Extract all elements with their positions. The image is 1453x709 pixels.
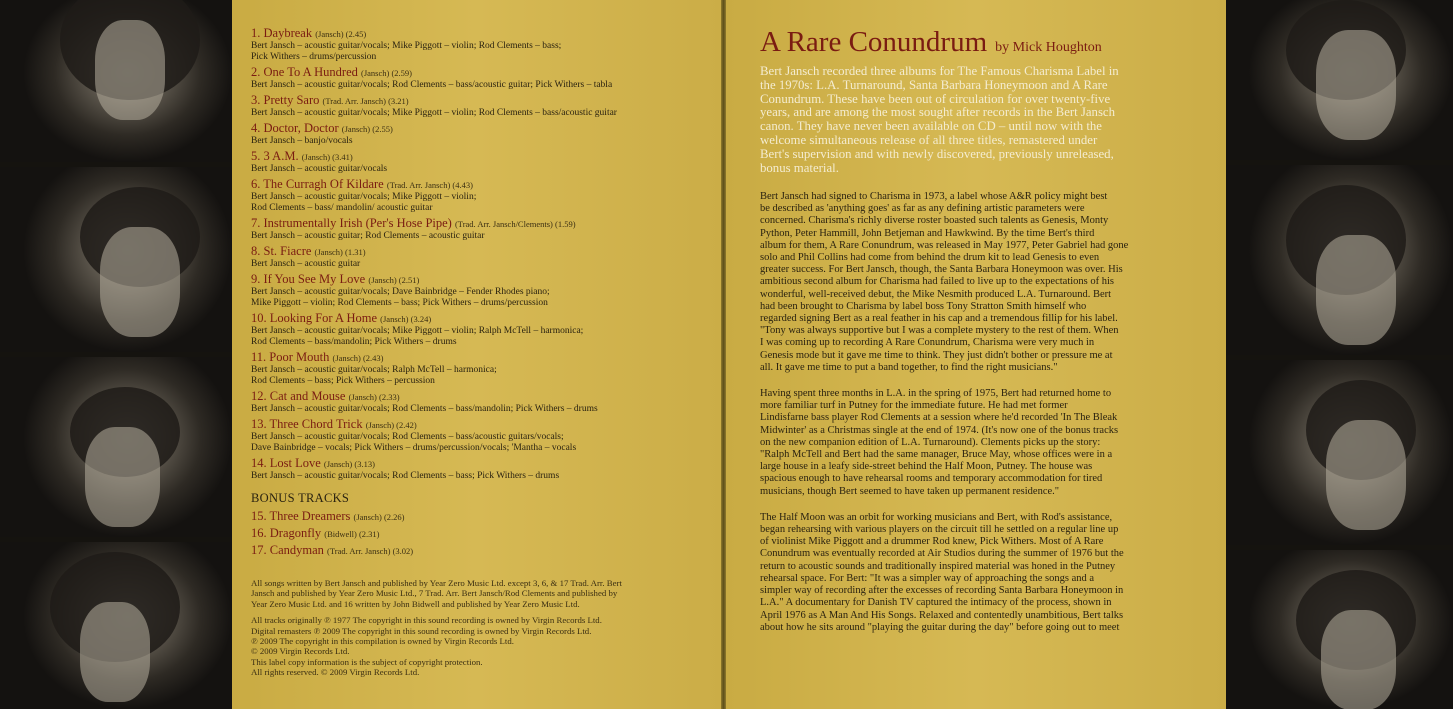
- track-title: Dragonfly: [269, 526, 322, 540]
- photo-portrait: [1226, 0, 1453, 160]
- track-item: [251, 93, 711, 119]
- track-item: [251, 417, 711, 454]
- track-credit: (Jansch) (3.24): [380, 314, 432, 324]
- track-heading: [251, 456, 711, 471]
- track-heading: [251, 543, 711, 558]
- track-number: 10.: [251, 311, 267, 325]
- track-credit: (Trad. Arr. Jansch) (3.21): [322, 96, 409, 106]
- track-heading: [251, 311, 711, 326]
- article-title: [760, 26, 1102, 59]
- track-heading: [251, 526, 711, 541]
- track-credit: (Trad. Arr. Jansch/Clements) (1.59): [454, 219, 576, 229]
- track-title: Instrumentally Irish (Per's Hose Pipe): [263, 216, 452, 230]
- track-title: 3 A.M.: [263, 149, 299, 163]
- article-paragraph: The Half Moon was an orbit for working musicians and Bert, with Rod's assistance, began rehearsing with various players on the circuit till he settled on a regular line up of violinist Mike Piggott and a drummer Rod knew, Pick Withers. Most of A Rare Conundrum was eventually recorded at Air Studios during the summer of 1976 but the return to acoustic sounds and traditionally inspired material was honed in the Putney rehearsal space. For Bert: "It was a simpler way of approaching the songs and a simpler way of recording after the excesses of recording Santa Barbara Honeymoon in L.A." A documentary for Danish TV captured the intimacy of the process, shown in April 1976 as A Man And His Songs. Relaxed and contentedly unambitious, Bert talks about how he sits around "playing the guitar during the day" before going out to meet: [760, 511, 1124, 633]
- track-number: 2.: [251, 65, 261, 79]
- track-personnel: Bert Jansch – acoustic guitar/vocals; Mike Piggott – violin; Rod Clements – bass; Pick Withers – drums/percussion: [251, 41, 562, 62]
- track-item: [251, 509, 711, 524]
- credits-notes: [251, 578, 706, 684]
- track-heading: [251, 509, 711, 524]
- track-heading: [251, 216, 711, 231]
- track-number: 15.: [251, 509, 267, 523]
- track-item: [251, 456, 711, 482]
- photo-portrait: [0, 357, 232, 537]
- photo-portrait: [1226, 165, 1453, 355]
- track-heading: [251, 244, 711, 259]
- track-number: 5.: [251, 149, 261, 163]
- track-credit: (Jansch) (1.31): [314, 247, 366, 257]
- track-personnel: Bert Jansch – acoustic guitar/vocals; Rod Clements – bass/acoustic guitars/vocals; Dave Bainbridge – vocals; Pick Withers – drums/percussion/vocals; 'Mantha – vocals: [251, 432, 577, 453]
- track-item: [251, 121, 711, 147]
- track-item: [251, 177, 711, 214]
- left-photo-strip: [0, 0, 232, 709]
- track-item: [251, 244, 711, 270]
- track-personnel: Bert Jansch – acoustic guitar/vocals; Mike Piggott – violin; Rod Clements – bass/ mandolin/ acoustic guitar: [251, 192, 477, 213]
- track-number: 9.: [251, 272, 261, 286]
- track-item: [251, 272, 711, 309]
- track-number: 1.: [251, 26, 261, 40]
- track-credit: (Jansch) (2.42): [365, 420, 417, 430]
- track-number: 16.: [251, 526, 267, 540]
- photo-portrait: [0, 167, 232, 352]
- track-title: If You See My Love: [263, 272, 366, 286]
- track-heading: [251, 417, 711, 432]
- track-title: Doctor, Doctor: [263, 121, 339, 135]
- track-number: 13.: [251, 417, 267, 431]
- track-credit: (Jansch) (3.13): [323, 459, 375, 469]
- track-title: Looking For A Home: [269, 311, 378, 325]
- track-heading: [251, 93, 711, 108]
- track-item: [251, 389, 711, 415]
- track-credit: (Jansch) (2.51): [368, 275, 420, 285]
- track-heading: [251, 65, 711, 80]
- track-item: [251, 216, 711, 242]
- track-title: Candyman: [269, 543, 324, 557]
- track-credit: (Jansch) (3.41): [301, 152, 353, 162]
- article-body: [760, 191, 1208, 648]
- right-photo-strip: [1226, 0, 1453, 709]
- track-number: 8.: [251, 244, 261, 258]
- track-item: [251, 65, 711, 91]
- track-title: Pretty Saro: [263, 93, 320, 107]
- track-credit: (Trad. Arr. Jansch) (4.43): [386, 180, 473, 190]
- track-number: 3.: [251, 93, 261, 107]
- article-intro: Bert Jansch recorded three albums for The Famous Charisma Label in the 1970s: L.A. Turnaround, Santa Barbara Honeymoon and A Rare Conundrum. These have been out of circulation for over twenty-five years, and are among the most sought after records in the Bert Jansch canon. They have never been available on CD – until now with the welcome simultaneous release of all three titles, remastered under Bert's supervision and with newly discovered, previously unreleased, bonus material.: [760, 64, 1119, 175]
- track-heading: [251, 389, 711, 404]
- track-heading: [251, 350, 711, 365]
- track-personnel: Bert Jansch – acoustic guitar/vocals; Ralph McTell – harmonica; Rod Clements – bass; Pick Withers – percussion: [251, 365, 497, 386]
- track-heading: [251, 26, 711, 41]
- track-item: [251, 26, 711, 63]
- track-title: The Curragh Of Kildare: [263, 177, 384, 191]
- track-heading: [251, 121, 711, 136]
- track-personnel: Bert Jansch – acoustic guitar/vocals; Rod Clements – bass/mandolin; Pick Withers – drums: [251, 404, 598, 414]
- track-credit: (Jansch) (2.45): [315, 29, 367, 39]
- photo-portrait: [0, 0, 232, 162]
- track-item: [251, 350, 711, 387]
- track-item: [251, 149, 711, 175]
- article-paragraph: Bert Jansch had signed to Charisma in 1973, a label whose A&R policy might best be described as 'anything goes' as far as any defining artistic parameters were concerned. Charisma's richly diverse roster boasted such talents as Genesis, Monty Python, Peter Hammill, John Betjeman and Hawkwind. By the time Bert's third album for them, A Rare Conundrum, was released in May 1977, Peter Gabriel had gone solo and Phil Collins had come from behind the drum kit to lead Genesis to even greater success. For Bert Jansch, though, the Santa Barbara Honeymoon was over. His ambitious second album for Charisma had failed to live up to the expectations of his wonderful, well-received debut, the Mike Nesmith produced L.A. Turnaround. Bert had been brought to Charisma by label boss Tony Stratton Smith himself who regarded signing Bert as a real feather in his cap and a tremendous fillip for his label. "Tony was always supportive but I was a complete mystery to the rest of them. When I was coming up to recording A Rare Conundrum, Charisma were very much in Genesis mode but it gave me time to think. They just didn't bother or pressure me at all. It gave me time to put a band together, to find the right musicians.": [760, 191, 1129, 373]
- track-item: [251, 311, 711, 348]
- track-number: 6.: [251, 177, 261, 191]
- track-personnel: Bert Jansch – acoustic guitar: [251, 259, 361, 269]
- track-personnel: Bert Jansch – banjo/vocals: [251, 136, 353, 146]
- track-personnel: Bert Jansch – acoustic guitar/vocals; Mike Piggott – violin; Rod Clements – bass/acoustic guitar: [251, 108, 617, 118]
- track-title: Cat and Mouse: [269, 389, 346, 403]
- bonus-tracks-heading: BONUS TRACKS: [251, 491, 350, 505]
- track-personnel: Bert Jansch – acoustic guitar/vocals: [251, 164, 388, 174]
- track-number: 4.: [251, 121, 261, 135]
- track-item: [251, 526, 711, 541]
- track-title: Three Dreamers: [269, 509, 351, 523]
- track-personnel: Bert Jansch – acoustic guitar; Rod Clements – acoustic guitar: [251, 231, 485, 241]
- track-number: 17.: [251, 543, 267, 557]
- track-number: 14.: [251, 456, 267, 470]
- track-heading: [251, 177, 711, 192]
- publishing-note: All songs written by Bert Jansch and published by Year Zero Music Ltd. except 3, 6, & 17 Trad. Arr. Bert Jansch and published by Year Zero Music Ltd., 7 Trad. Arr. Bert Jansch/Rod Clements and published by Year Zero Music Ltd. and 16 written by John Bidwell and published by Year Zero Music Ltd.: [251, 578, 622, 609]
- track-item: [251, 543, 711, 558]
- track-title: Daybreak: [263, 26, 313, 40]
- track-personnel: Bert Jansch – acoustic guitar/vocals; Rod Clements – bass/acoustic guitar; Pick Withers – tabla: [251, 80, 613, 90]
- track-personnel: Bert Jansch – acoustic guitar/vocals; Dave Bainbridge – Fender Rhodes piano; Mike Piggott – violin; Rod Clements – bass; Pick Withers – drums/percussion: [251, 287, 550, 308]
- track-number: 12.: [251, 389, 267, 403]
- article-byline: by Mick Houghton: [995, 40, 1102, 55]
- track-credit: (Jansch) (2.26): [353, 512, 405, 522]
- track-title: St. Fiacre: [263, 244, 312, 258]
- track-personnel: Bert Jansch – acoustic guitar/vocals; Mike Piggott – violin; Ralph McTell – harmonica; Rod Clements – bass/mandolin; Pick Withers – drums: [251, 326, 584, 347]
- track-title: One To A Hundred: [263, 65, 358, 79]
- track-credit: (Jansch) (2.59): [361, 68, 412, 78]
- track-credit: (Jansch) (2.43): [332, 353, 384, 363]
- copyright-note: All tracks originally ℗ 1977 The copyright in this sound recording is owned by Virgin Records Ltd. Digital remasters ℗ 2009 The copyright in this sound recording is owned by Virgin Records Ltd. ℗ 2009 The copyright in this compilation is owned by Virgin Records Ltd. © 2009 Virgin Records Ltd. This label copy information is the subject of copyright protection. All rights reserved. © 2009 Virgin Records Ltd.: [251, 615, 602, 678]
- article-paragraph: Having spent three months in L.A. in the spring of 1975, Bert had returned home to more familiar turf in Putney for the immediate future. He had met former Lindisfarne bass player Rod Clements at a session where he'd recorded 'In The Bleak Midwinter' as a Christmas single at the end of 1974. (It's now one of the bonus tracks on the new companion edition of L.A. Turnaround). Clements picks up the story: "Ralph McTell and Bert had the same manager, Bruce May, whose offices were in a large house in a leafy side-street behind the Half Moon, Putney. The house was spacious enough to have rehearsal rooms and temporary accommodation for tired musicians, though Bert seemed to have taken up permanent residence.": [760, 388, 1119, 497]
- track-heading: [251, 272, 711, 287]
- track-number: 7.: [251, 216, 261, 230]
- article-heading: A Rare Conundrum: [760, 26, 988, 58]
- photo-portrait: [1226, 550, 1453, 709]
- track-credit: (Jansch) (2.55): [341, 124, 393, 134]
- track-title: Lost Love: [269, 456, 321, 470]
- track-number: 11.: [251, 350, 267, 364]
- track-credit: (Jansch) (2.33): [348, 392, 400, 402]
- track-credit: (Trad. Arr. Jansch) (3.02): [327, 546, 414, 556]
- tracklist: [251, 26, 711, 560]
- photo-portrait: [0, 542, 232, 709]
- track-credit: (Bidwell) (2.31): [324, 529, 380, 539]
- photo-portrait: [1226, 360, 1453, 545]
- track-personnel: Bert Jansch – acoustic guitar/vocals; Rod Clements – bass; Pick Withers – drums: [251, 471, 560, 481]
- track-title: Poor Mouth: [269, 350, 330, 364]
- track-heading: [251, 149, 711, 164]
- track-title: Three Chord Trick: [269, 417, 363, 431]
